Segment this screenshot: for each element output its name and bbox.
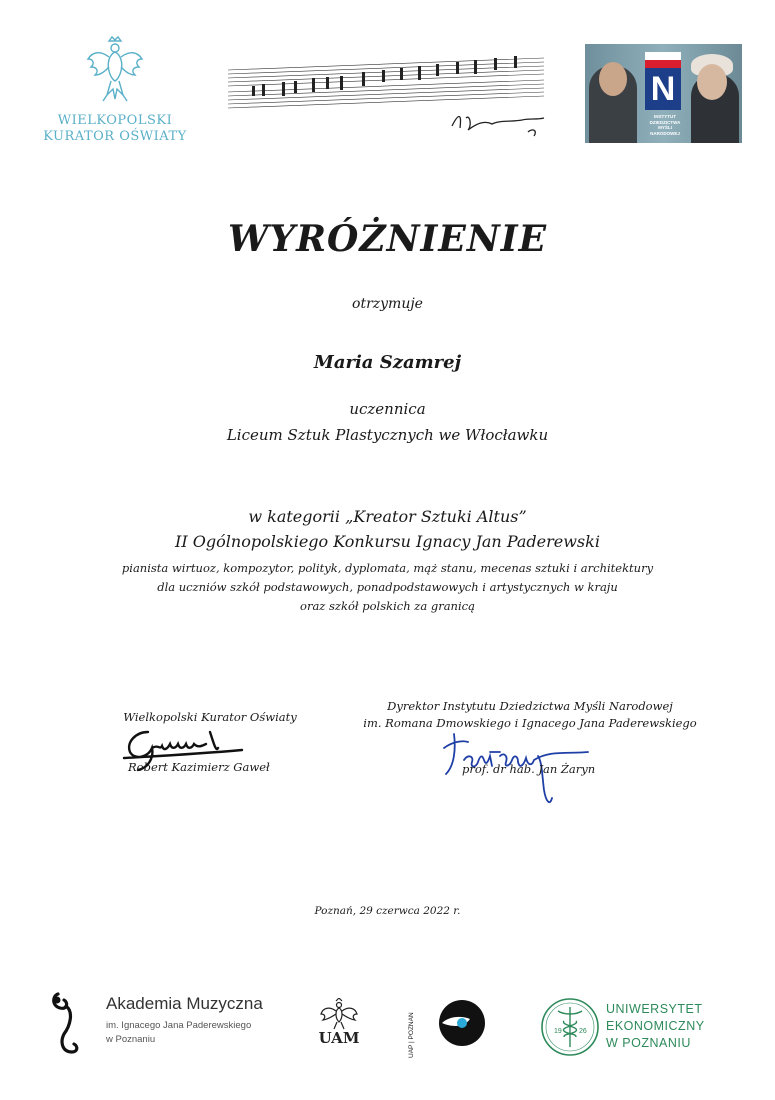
- treble-clef-logo-icon: [48, 986, 96, 1056]
- right-signatory-affiliation: im. Romana Dmowskiego i Ignacego Jana Paderewskiego: [363, 716, 697, 730]
- eagle-emblem-icon: [85, 35, 145, 107]
- kurator-line1: WIELKOPOLSKI: [57, 113, 173, 128]
- kurator-logo: [40, 35, 190, 145]
- institute-label: INSTYTUT DZIEDZICTWA MYŚLI NARODOWEJ: [649, 114, 681, 136]
- uap-label: UAP | POZNAN: [408, 1012, 415, 1058]
- issue-date: Poznań, 29 czerwca 2022 r.: [314, 905, 461, 917]
- contest-description-line: oraz szkół polskich za granicą: [300, 599, 475, 613]
- ue-caduceus-logo-icon: [540, 997, 600, 1057]
- ue-name-line1: UNIWERSYTET: [606, 1002, 703, 1016]
- uam-eagle-icon: [319, 998, 359, 1030]
- award-category: w kategorii „Kreator Sztuki Altus”: [248, 507, 527, 526]
- music-score-image: [222, 48, 552, 148]
- left-signatory-name: Robert Kazimierz Gaweł: [128, 760, 270, 774]
- left-signatory-title: Wielkopolski Kurator Oświaty: [123, 710, 297, 724]
- institute-logo-letter: N: [645, 68, 681, 110]
- uap-eye-logo-icon: [438, 999, 486, 1047]
- recipient-school: Liceum Sztuk Plastycznych we Włocławku: [226, 426, 549, 444]
- recipient-name: Maria Szamrej: [313, 352, 462, 373]
- amuz-subtitle: im. Ignacego Jana Paderewskiego: [106, 1020, 252, 1031]
- uam-logo: [317, 998, 361, 1046]
- ue-year-right: 26: [579, 1028, 587, 1035]
- amuz-city: w Poznaniu: [106, 1034, 156, 1045]
- contest-name: II Ogólnopolskiego Konkursu Ignacy Jan Paderewski: [175, 532, 600, 551]
- ue-name-line2: EKONOMICZNY: [606, 1019, 705, 1033]
- uam-text: UAM: [318, 1029, 360, 1047]
- right-signatory-title: Dyrektor Instytutu Dziedzictwa Myśli Narodowej: [387, 699, 673, 713]
- diploma-title: WYRÓŻNIENIE: [227, 218, 548, 260]
- amuz-title: Akademia Muzyczna: [106, 994, 263, 1013]
- ue-name-line3: W POZNANIU: [606, 1036, 691, 1050]
- institute-portrait-image: [585, 44, 742, 143]
- receives-text: otrzymuje: [352, 296, 423, 312]
- contest-description-line: dla uczniów szkół podstawowych, ponadpodstawowych i artystycznych w kraju: [157, 580, 618, 594]
- contest-description-line: pianista wirtuoz, kompozytor, polityk, dyplomata, mąż stanu, mecenas sztuki i architektury: [121, 561, 654, 575]
- kurator-line2: KURATOR OŚWIATY: [43, 129, 187, 144]
- recipient-role: uczennica: [349, 400, 426, 418]
- right-signatory-name: prof. dr hab. Jan Żaryn: [462, 762, 596, 776]
- ue-year-left: 19: [554, 1028, 562, 1035]
